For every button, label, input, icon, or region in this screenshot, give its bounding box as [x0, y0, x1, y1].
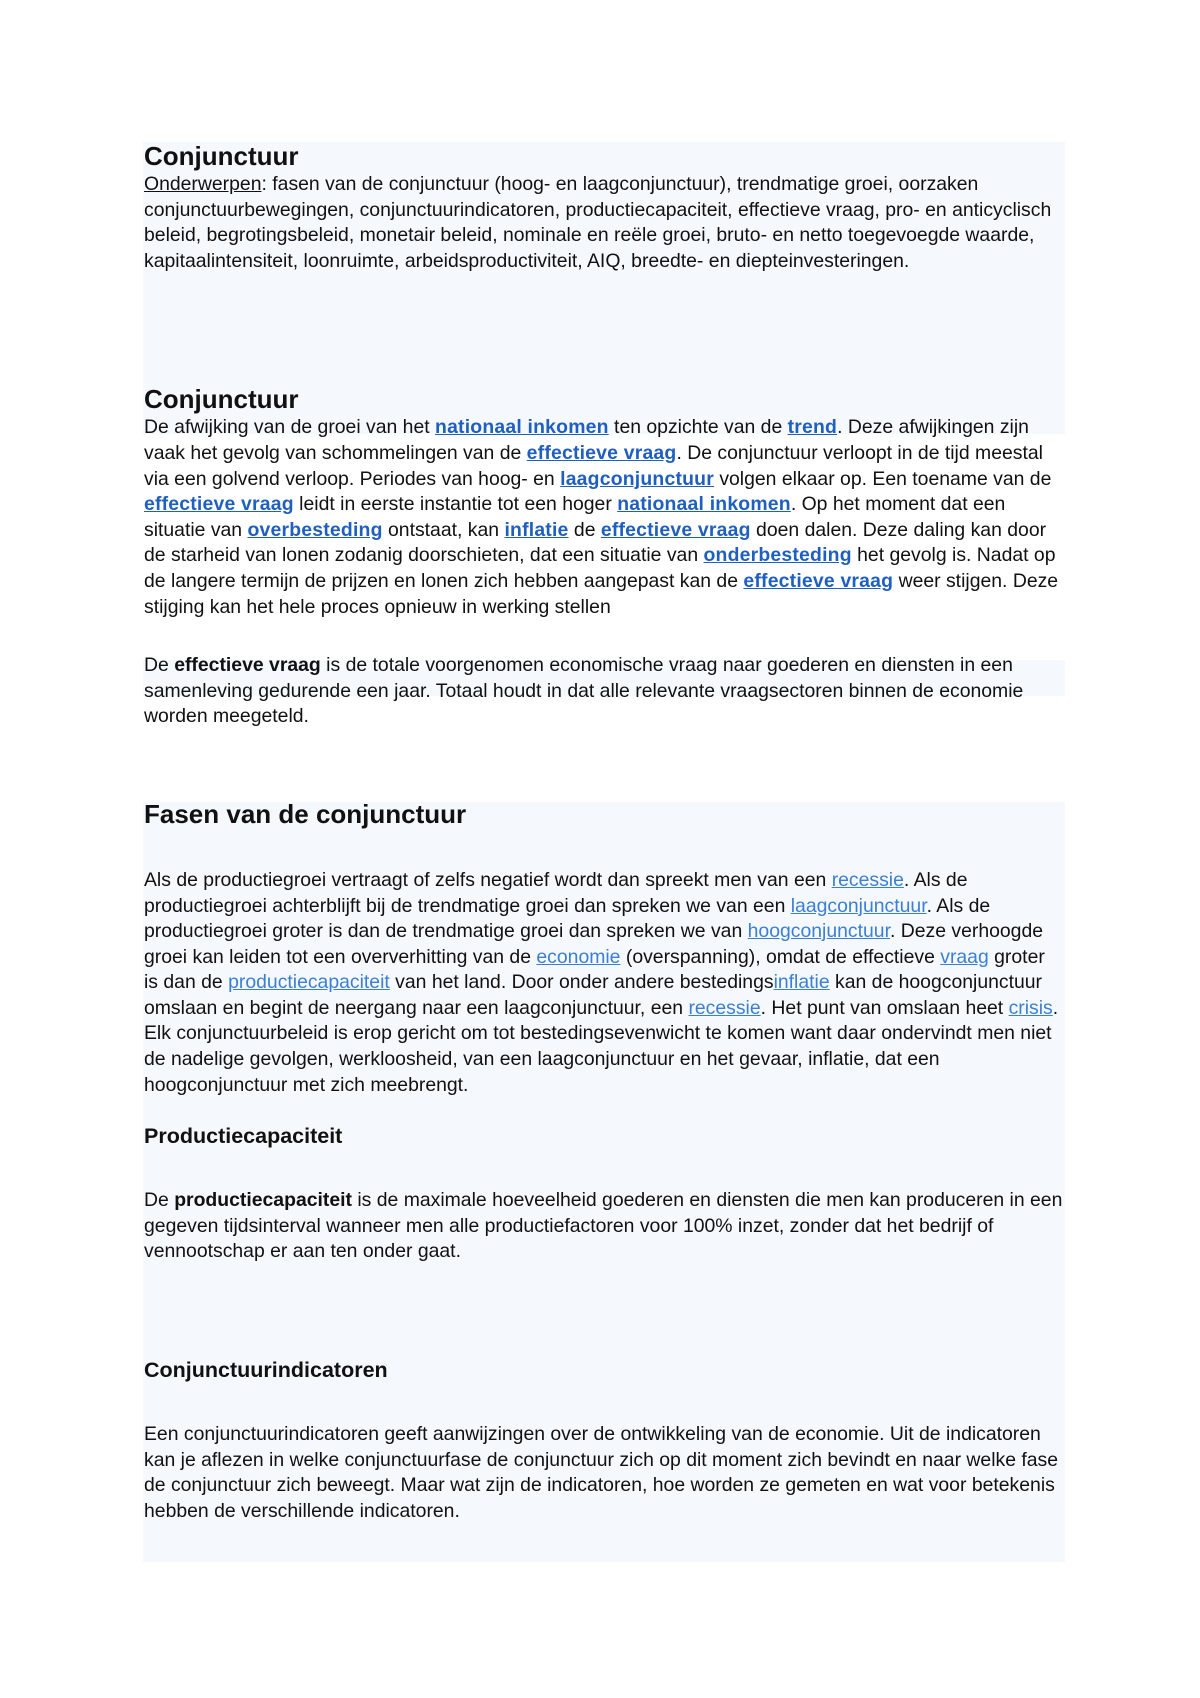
link-overbesteding[interactable]: overbesteding	[247, 518, 383, 541]
link-effectieve-vraag[interactable]: effectieve vraag	[600, 518, 751, 541]
link-laagconjunctuur[interactable]: laagconjunctuur	[790, 894, 927, 917]
link-effectieve-vraag[interactable]: effectieve vraag	[743, 569, 894, 592]
link-vraag[interactable]: vraag	[940, 945, 989, 968]
link-hoogconjunctuur[interactable]: hoogconjunctuur	[747, 920, 890, 943]
link-recessie[interactable]: recessie	[831, 868, 904, 891]
link-onderbesteding[interactable]: onderbesteding	[703, 544, 852, 567]
link-laagconjunctuur[interactable]: laagconjunctuur	[560, 467, 714, 490]
link-inflatie[interactable]: inflatie	[773, 971, 830, 994]
capacity-heading: Productiecapaciteit	[144, 1124, 343, 1149]
conjunctuur-heading: Conjunctuur	[144, 384, 299, 415]
link-inflatie[interactable]: inflatie	[504, 518, 569, 541]
indicators-heading: Conjunctuurindicatoren	[144, 1358, 388, 1383]
link-nationaal-inkomen[interactable]: nationaal inkomen	[435, 416, 609, 439]
phases-heading: Fasen van de conjunctuur	[144, 798, 467, 829]
topics-label: Onderwerpen	[144, 173, 262, 195]
link-crisis[interactable]: crisis	[1008, 996, 1053, 1019]
link-effectieve-vraag[interactable]: effectieve vraag	[144, 493, 294, 516]
link-effectieve-vraag[interactable]: effectieve vraag	[526, 441, 677, 464]
definition-term: effectieve vraag	[174, 654, 321, 677]
document-content	[144, 140, 1064, 1524]
link-recessie[interactable]: recessie	[688, 996, 761, 1019]
capacity-paragraph: De productiecapaciteit is de maximale hoeveelheid goederen en diensten die men kan produceren in een gegeven tijdsinterval wanneer men alle productiefactoren voor 100% inzet, zonder dat het bedrijf of vennootschap er aan ten onder gaat.	[144, 1189, 1063, 1263]
capacity-term: productiecapaciteit	[174, 1189, 352, 1212]
topics-text: : fasen van de conjunctuur (hoog- en laagconjunctuur), trendmatige groei, oorzaken conjunctuurbewegingen, conjunctuurindicatoren, productiecapaciteit, effectieve vraag, pro- en anticyclisch beleid, begrotingsbeleid, monetair beleid, nominale en reële groei, bruto- en netto toegevoegde waarde, kapitaalintensiteit, loonruimte, arbeidsproductiviteit, AIQ, breedte- en diepteinvesteringen.	[144, 173, 1052, 272]
link-trend[interactable]: trend	[787, 416, 838, 439]
link-economie[interactable]: economie	[536, 945, 621, 968]
link-nationaal-inkomen[interactable]: nationaal inkomen	[617, 493, 791, 516]
conjunctuur-paragraph: De afwijking van de groei van het nationaal inkomen ten opzichte van de trend. Deze afwijkingen zijn vaak het gevolg van schommelingen van de effectieve vraag. De conjunctuur verloopt in de tijd meestal via een golvend verloop. Periodes van hoog- en laagconjunctuur volgen elkaar op. Een toename van de effectieve vraag leidt in eerste instantie tot een hoger nationaal inkomen. Op het moment dat een situatie van overbesteding ontstaat, kan inflatie de effectieve vraag doen dalen. Deze daling kan door de starheid van lonen zodanig doorschieten, dat een situatie van onderbesteding het gevolg is. Nadat op de langere termijn de prijzen en lonen zich hebben aangepast kan de effectieve vraag weer stijgen. Deze stijging kan het hele proces opnieuw in werking stellen	[144, 416, 1059, 618]
topics-paragraph	[144, 172, 1064, 274]
phases-paragraph: Als de productiegroei vertraagt of zelfs negatief wordt dan spreekt men van een recessie. Als de productiegroei achterblijft bij de trendmatige groei dan spreken we van een laagconjunctuur. Als de productiegroei groter is dan de trendmatige groei dan spreken we van hoogconjunctuur. Deze verhoogde groei kan leiden tot een oververhitting van de economie (overspanning), omdat de effectieve vraag groter is dan de productiecapaciteit van het land. Door onder andere bestedingsinflatie kan de hoogconjunctuur omslaan en begint de neergang naar een laagconjunctuur, een recessie. Het punt van omslaan heet crisis. Elk conjunctuurbeleid is erop gericht om tot bestedingsevenwicht te komen want daar ondervindt men niet de nadelige gevolgen, werkloosheid, van een laagconjunctuur en het gevaar, inflatie, dat een hoogconjunctuur met zich meebrengt.	[144, 868, 1059, 1096]
definition-paragraph: De effectieve vraag is de totale voorgenomen economische vraag naar goederen en diensten in een samenleving gedurende een jaar. Totaal houdt in dat alle relevante vraagsectoren binnen de economie worden meegeteld.	[144, 654, 1024, 728]
page-title: Conjunctuur	[144, 141, 299, 171]
link-productiecapaciteit[interactable]: productiecapaciteit	[228, 971, 390, 994]
indicators-paragraph: Een conjunctuurindicatoren geeft aanwijzingen over de ontwikkeling van de economie. Uit de indicatoren kan je aflezen in welke conjunctuurfase de conjunctuur zich op dit moment zich bevindt en naar welke fase de conjunctuur zich beweegt. Maar wat zijn de indicatoren, hoe worden ze gemeten en wat voor betekenis hebben de verschillende indicatoren.	[144, 1423, 1059, 1522]
